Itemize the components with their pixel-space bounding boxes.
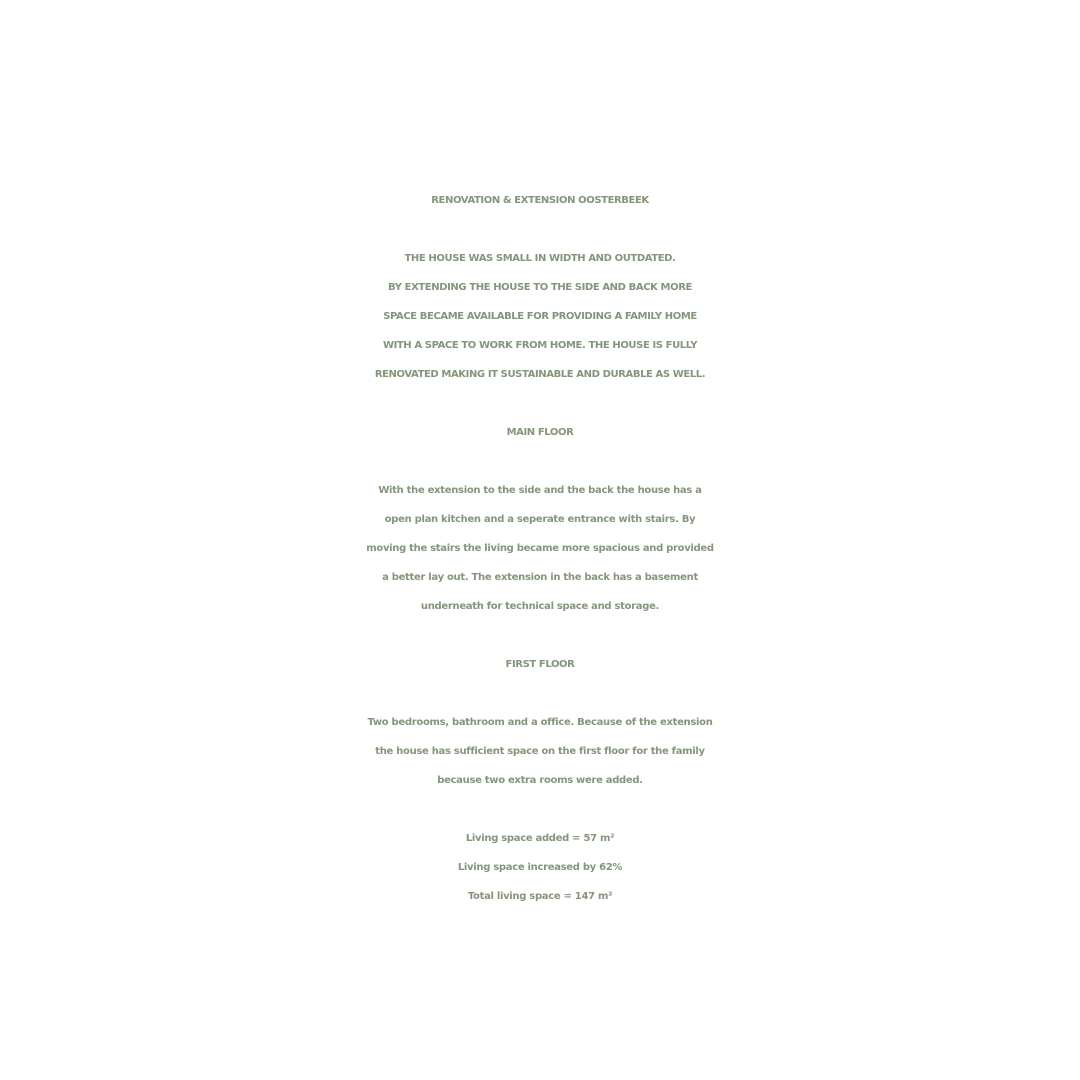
first-floor-heading: FIRST FLOOR	[505, 659, 575, 670]
stats-block	[0, 824, 1080, 911]
first-floor-line: because two extra rooms were added.	[437, 775, 643, 786]
main-floor-heading: MAIN FLOOR	[506, 427, 574, 438]
intro-line: RENOVATED MAKING IT SUSTAINABLE AND DURABLE AS WELL.	[374, 369, 706, 380]
project-description	[0, 186, 1080, 940]
first-floor-text	[0, 708, 1080, 795]
first-floor-line: the house has sufficient space on the first floor for the family	[375, 746, 705, 757]
main-floor-text	[0, 476, 1080, 621]
stat-line: Living space added = 57 m²	[465, 833, 615, 844]
intro-line: SPACE BECAME AVAILABLE FOR PROVIDING A FAMILY HOME	[383, 311, 697, 322]
main-floor-heading-block	[0, 418, 1080, 447]
main-floor-line: With the extension to the side and the back the house has a	[378, 485, 702, 496]
intro-line: THE HOUSE WAS SMALL IN WIDTH AND OUTDATED.	[404, 253, 676, 264]
intro-line: BY EXTENDING THE HOUSE TO THE SIDE AND BACK MORE	[388, 282, 692, 293]
page-title: RENOVATION & EXTENSION OOSTERBEEK	[431, 195, 649, 206]
first-floor-line: Two bedrooms, bathroom and a office. Because of the extension	[367, 717, 713, 728]
first-floor-heading-block	[0, 650, 1080, 679]
stat-line: Living space increased by 62%	[457, 862, 623, 873]
intro-block	[0, 244, 1080, 389]
main-floor-line: moving the stairs the living became more spacious and provided	[366, 543, 714, 554]
main-floor-line: open plan kitchen and a seperate entrance with stairs. By	[384, 514, 696, 525]
intro-line: WITH A SPACE TO WORK FROM HOME. THE HOUSE IS FULLY	[382, 340, 698, 351]
main-floor-line: underneath for technical space and storage.	[420, 601, 660, 612]
main-floor-line: a better lay out. The extension in the back has a basement	[382, 572, 698, 583]
stat-line: Total living space = 147 m²	[467, 891, 613, 902]
title-block	[0, 186, 1080, 215]
